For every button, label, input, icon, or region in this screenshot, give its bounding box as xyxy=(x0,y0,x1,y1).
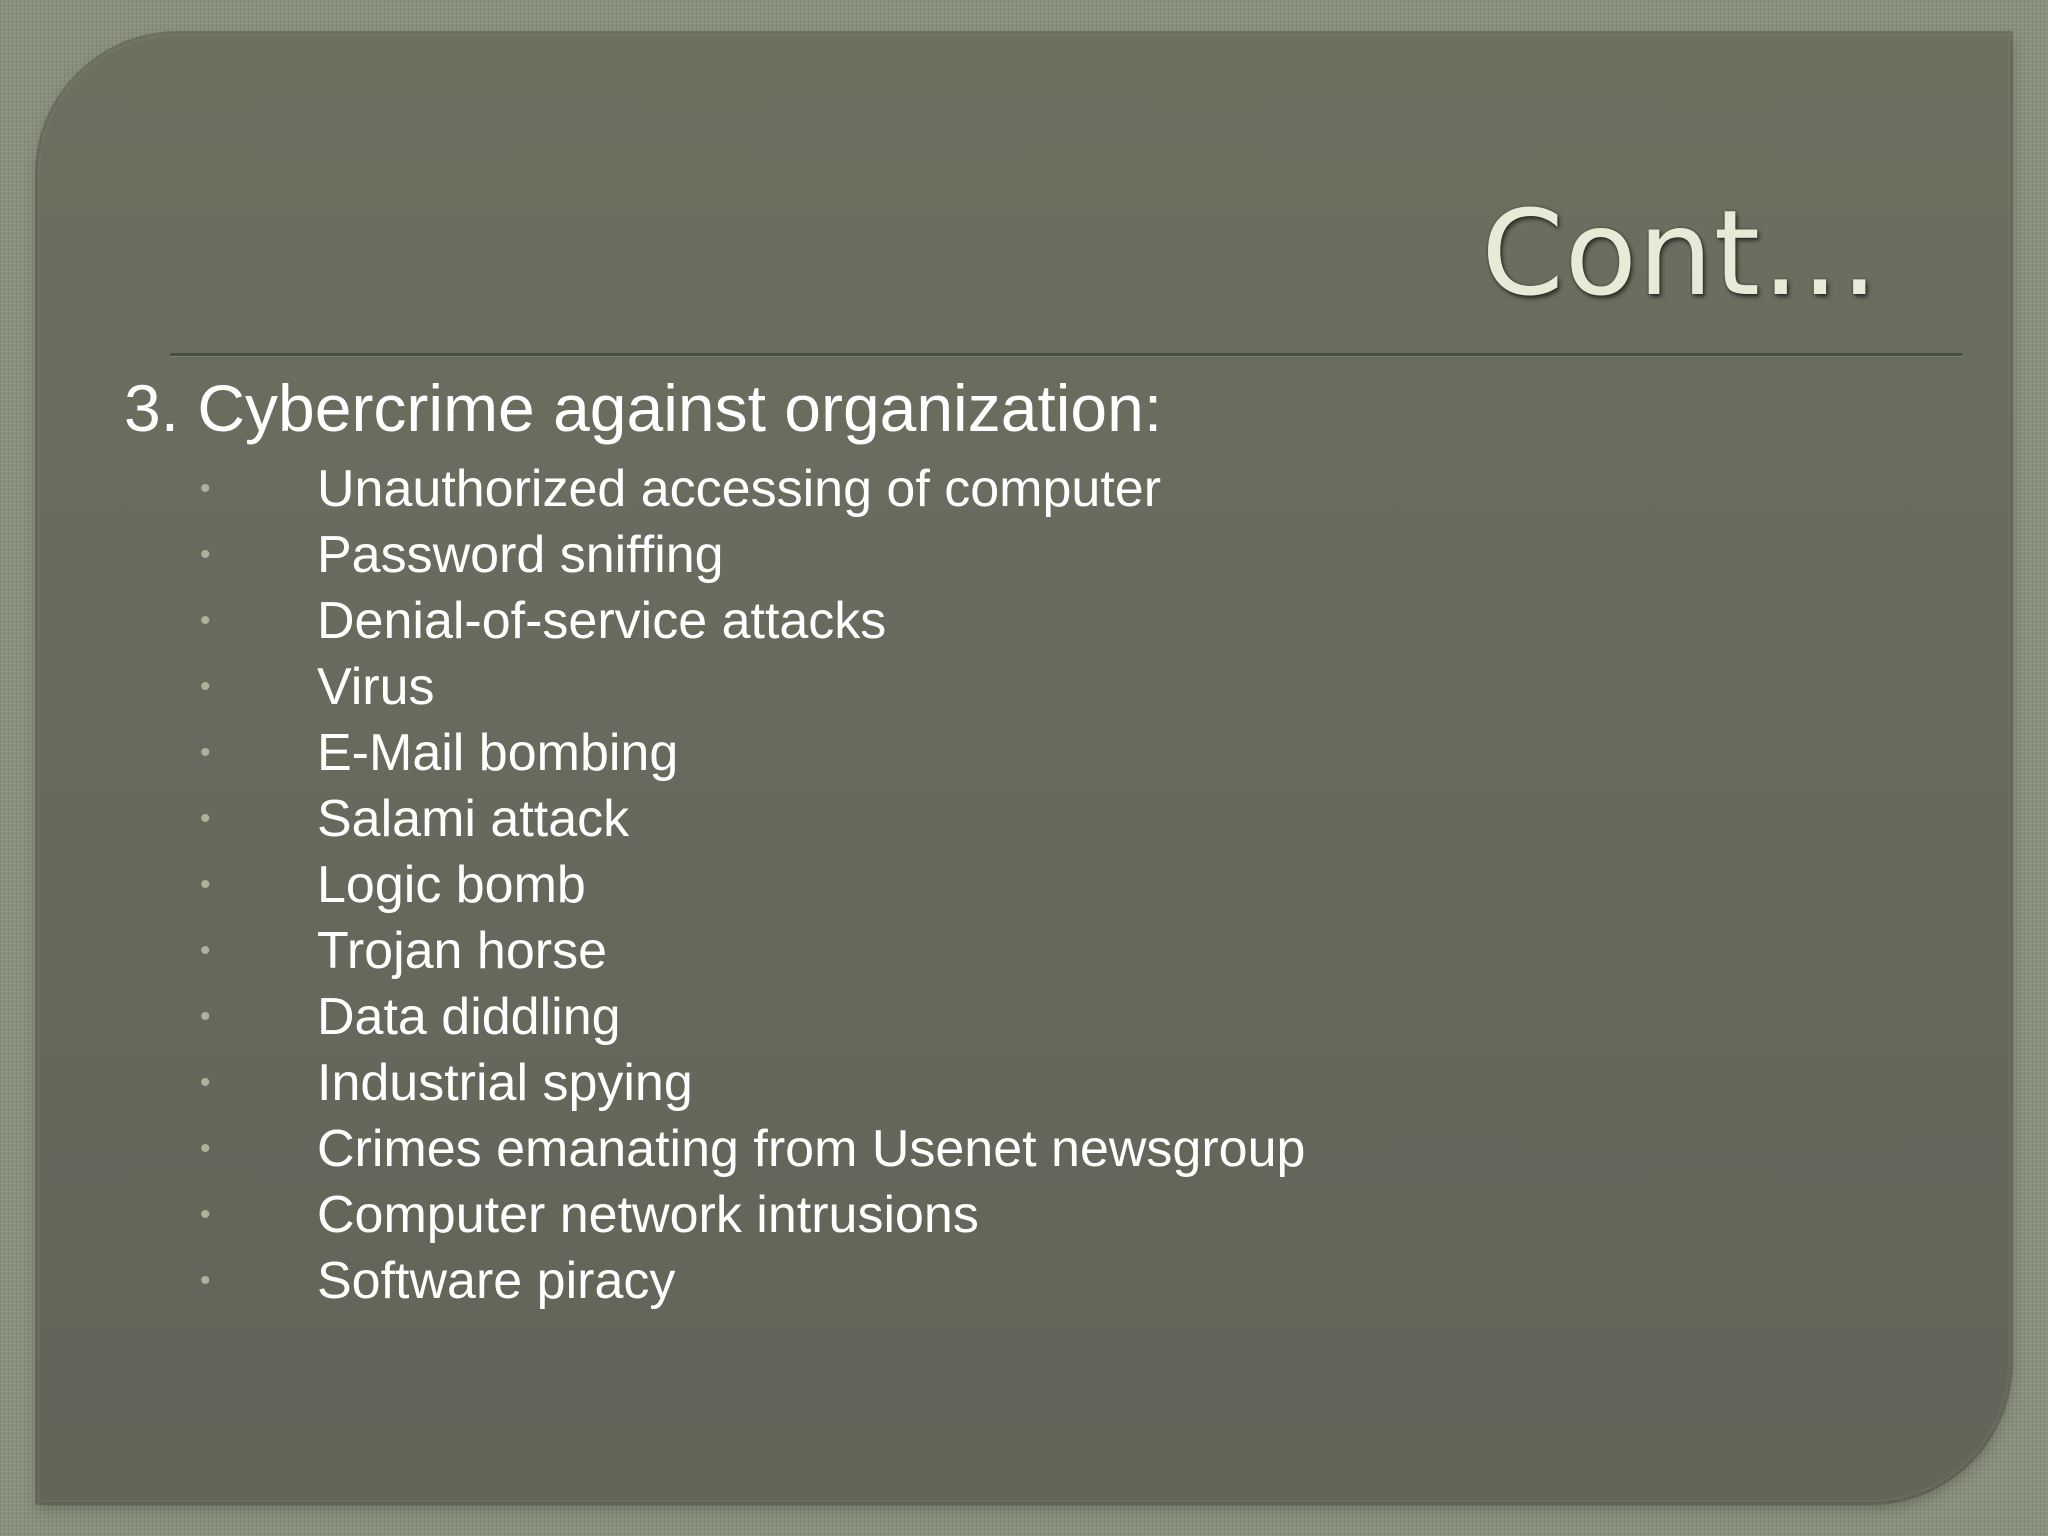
list-item xyxy=(124,720,1824,786)
list-item-text: E-Mail bombing xyxy=(317,724,679,782)
list-item-text: Crimes emanating from Usenet newsgroup xyxy=(317,1120,1306,1178)
bullet-icon: • xyxy=(200,1264,211,1297)
list-item-text: Salami attack xyxy=(317,790,630,848)
slide-content xyxy=(124,368,1824,1314)
list-item-text: Password sniffing xyxy=(317,526,724,584)
list-item xyxy=(124,588,1824,654)
list-item-text: Industrial spying xyxy=(317,1054,693,1112)
section-heading: 3. Cybercrime against organization: xyxy=(124,371,1163,445)
list-item-text: Computer network intrusions xyxy=(317,1186,979,1244)
list-item-text: Logic bomb xyxy=(317,856,586,914)
list-item-text: Denial-of-service attacks xyxy=(317,592,887,650)
list-item-text: Unauthorized accessing of computer xyxy=(317,460,1162,518)
list-item xyxy=(124,786,1824,852)
list-item-text: Trojan horse xyxy=(317,922,607,980)
bullet-icon: • xyxy=(200,670,211,703)
list-item xyxy=(124,654,1824,720)
list-item-text: Software piracy xyxy=(317,1252,676,1310)
bullet-icon: • xyxy=(200,604,211,637)
bullet-icon: • xyxy=(200,1198,211,1231)
bullet-icon: • xyxy=(200,1000,211,1033)
list-item xyxy=(124,1116,1824,1182)
list-item xyxy=(124,918,1824,984)
bullet-list xyxy=(124,456,1824,1314)
bullet-icon: • xyxy=(200,1066,211,1099)
title-divider xyxy=(170,353,1962,356)
list-item-text: Virus xyxy=(317,658,435,716)
list-item xyxy=(124,852,1824,918)
bullet-icon: • xyxy=(200,934,211,967)
bullet-icon: • xyxy=(200,736,211,769)
list-item xyxy=(124,456,1824,522)
bullet-icon: • xyxy=(200,1132,211,1165)
list-item xyxy=(124,1050,1824,1116)
bullet-icon: • xyxy=(200,472,211,505)
bullet-icon: • xyxy=(200,802,211,835)
list-item xyxy=(124,1182,1824,1248)
list-item xyxy=(124,984,1824,1050)
bullet-icon: • xyxy=(200,538,211,571)
bullet-icon: • xyxy=(200,868,211,901)
slide-title: Cont… xyxy=(1481,184,1880,322)
list-item-text: Data diddling xyxy=(317,988,621,1046)
list-item xyxy=(124,522,1824,588)
list-item xyxy=(124,1248,1824,1314)
